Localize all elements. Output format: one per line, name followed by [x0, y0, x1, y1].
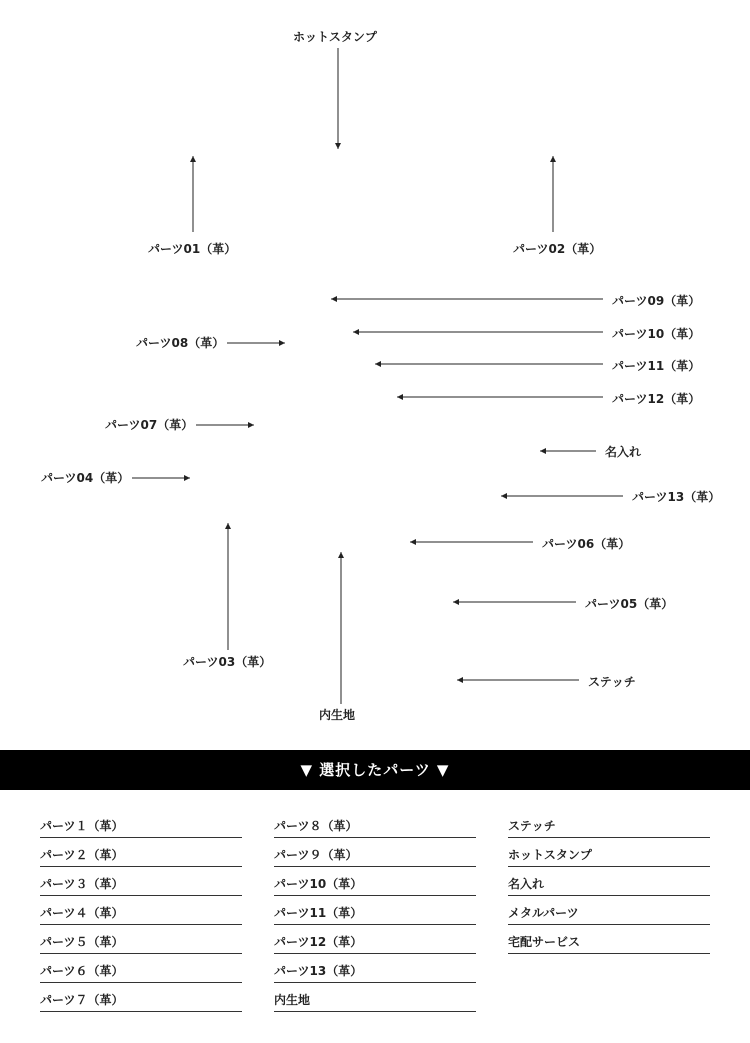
label-part12[interactable]: パーツ12（革）: [612, 392, 701, 406]
label-part01[interactable]: パーツ01（革）: [148, 242, 237, 256]
selected-part-item[interactable]: メタルパーツ: [508, 897, 710, 925]
label-part02[interactable]: パーツ02（革）: [513, 242, 602, 256]
label-part06[interactable]: パーツ06（革）: [542, 537, 631, 551]
selected-part-item[interactable]: パーツ10（革）: [274, 868, 476, 896]
label-part07[interactable]: パーツ07（革）: [105, 418, 194, 432]
label-part05[interactable]: パーツ05（革）: [585, 597, 674, 611]
selected-part-item[interactable]: パーツ１（革）: [40, 810, 242, 838]
selected-part-item[interactable]: ステッチ: [508, 810, 710, 838]
label-part11[interactable]: パーツ11（革）: [612, 359, 701, 373]
selected-part-item[interactable]: パーツ６（革）: [40, 955, 242, 983]
label-part03[interactable]: パーツ03（革）: [183, 655, 272, 669]
selected-parts-column-1: [40, 810, 242, 1013]
selected-parts-banner: ▼ 選択したパーツ ▼: [0, 750, 750, 790]
selected-part-item[interactable]: パーツ３（革）: [40, 868, 242, 896]
label-stitch[interactable]: ステッチ: [588, 675, 636, 689]
selected-part-item[interactable]: 名入れ: [508, 868, 710, 896]
selected-parts-column-3: [508, 810, 710, 955]
label-part04[interactable]: パーツ04（革）: [41, 471, 130, 485]
selected-part-item[interactable]: パーツ12（革）: [274, 926, 476, 954]
label-part13[interactable]: パーツ13（革）: [632, 490, 721, 504]
selected-part-item[interactable]: パーツ13（革）: [274, 955, 476, 983]
selected-part-item[interactable]: 宅配サービス: [508, 926, 710, 954]
selected-part-item[interactable]: パーツ８（革）: [274, 810, 476, 838]
selected-part-item[interactable]: パーツ11（革）: [274, 897, 476, 925]
label-name-engrave[interactable]: 名入れ: [605, 445, 642, 459]
label-part09[interactable]: パーツ09（革）: [612, 294, 701, 308]
label-part10[interactable]: パーツ10（革）: [612, 327, 701, 341]
selected-parts-column-2: [274, 810, 476, 1013]
selected-part-item[interactable]: ホットスタンプ: [508, 839, 710, 867]
selected-part-item[interactable]: パーツ５（革）: [40, 926, 242, 954]
selected-part-item[interactable]: 内生地: [274, 984, 476, 1012]
selected-part-item[interactable]: パーツ７（革）: [40, 984, 242, 1012]
label-lining[interactable]: 内生地: [319, 708, 356, 722]
selected-part-item[interactable]: パーツ２（革）: [40, 839, 242, 867]
selected-part-item[interactable]: パーツ９（革）: [274, 839, 476, 867]
selected-part-item[interactable]: パーツ４（革）: [40, 897, 242, 925]
label-part08[interactable]: パーツ08（革）: [136, 336, 225, 350]
label-hot-stamp[interactable]: ホットスタンプ: [293, 30, 377, 44]
